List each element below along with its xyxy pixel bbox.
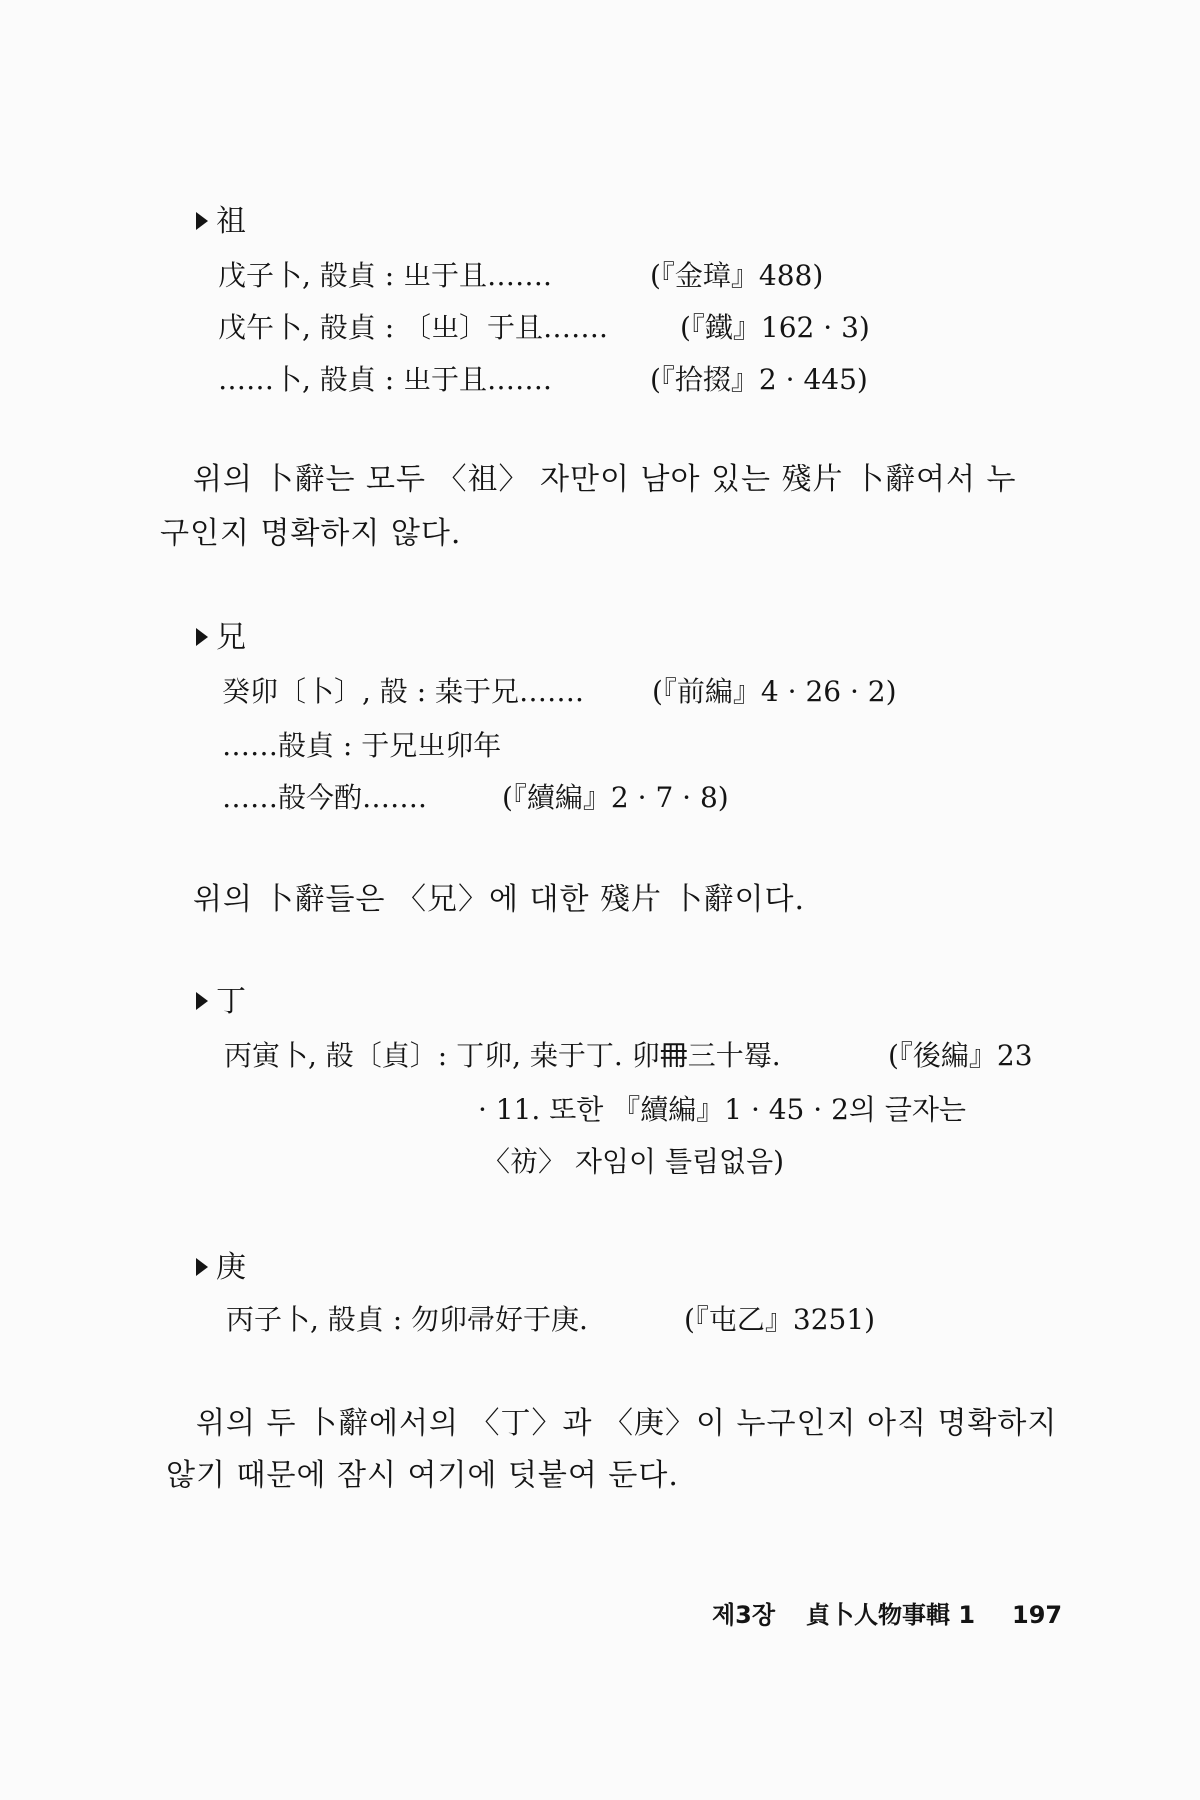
triangle-marker-icon <box>196 628 208 646</box>
inscription-line: 癸卯〔卜〕, 㱿 : 桒于兄……. <box>222 675 584 708</box>
section-heading-ding: 丁 <box>196 982 246 1022</box>
inscription-source: (『拾掇』2 · 445) <box>650 363 868 396</box>
running-footer-chapter: 제3장 <box>712 1601 776 1629</box>
inscription-line: 戊午卜, 㱿貞 : 〔㞢〕于且……. <box>218 311 608 344</box>
body-paragraph-line: 위의 卜辭는 모두 〈祖〉 자만이 남아 있는 殘片 卜辭여서 누 <box>193 462 1017 497</box>
page-number: 197 <box>1012 1601 1063 1629</box>
triangle-marker-icon <box>196 1258 208 1276</box>
body-paragraph-line: 위의 卜辭들은 〈兄〉에 대한 殘片 卜辭이다. <box>193 882 806 917</box>
body-paragraph-line: 위의 두 卜辭에서의 〈丁〉과 〈庚〉이 누구인지 아직 명확하지 <box>196 1406 1058 1441</box>
inscription-source: (『續編』2 · 7 · 8) <box>502 781 729 814</box>
inscription-source: (『金璋』488) <box>650 259 824 292</box>
section-heading-geng: 庚 <box>196 1248 246 1288</box>
running-footer-title: 貞卜人物事輯 1 <box>806 1601 976 1629</box>
inscription-source: (『前編』4 · 26 · 2) <box>652 675 897 708</box>
section-heading-zu: 祖 <box>196 202 246 242</box>
body-paragraph-line: 않기 때문에 잠시 여기에 덧붙여 둔다. <box>166 1458 679 1493</box>
inscription-line: ……㱿今酌……. <box>222 781 427 814</box>
inscription-source: (『後編』23 <box>888 1039 1033 1072</box>
inscription-line: ……卜, 㱿貞 : 㞢于且……. <box>218 363 552 396</box>
inscription-line: 丙子卜, 㱿貞 : 勿卯帚好于庚. <box>226 1303 588 1336</box>
inscription-line: 丙寅卜, 㱿〔貞〕: 丁卯, 桒于丁. 卯𠕋三十䍙. <box>224 1039 781 1072</box>
triangle-marker-icon <box>196 212 208 230</box>
triangle-marker-icon <box>196 992 208 1010</box>
inscription-source: (『鐵』162 · 3) <box>680 311 870 344</box>
body-paragraph-line: 구인지 명확하지 않다. <box>160 516 462 551</box>
inscription-line: 戊子卜, 㱿貞 : 㞢于且……. <box>218 259 552 292</box>
inscription-line: ……㱿貞 : 于兄㞢卯年 <box>222 729 502 762</box>
inscription-source: (『屯乙』3251) <box>684 1303 876 1336</box>
inscription-note-line: 〈祊〉 자임이 틀림없음) <box>482 1145 785 1178</box>
section-heading-xiong: 兄 <box>196 618 246 658</box>
inscription-note-line: · 11. 또한 『續編』1 · 45 · 2의 글자는 <box>478 1093 966 1126</box>
